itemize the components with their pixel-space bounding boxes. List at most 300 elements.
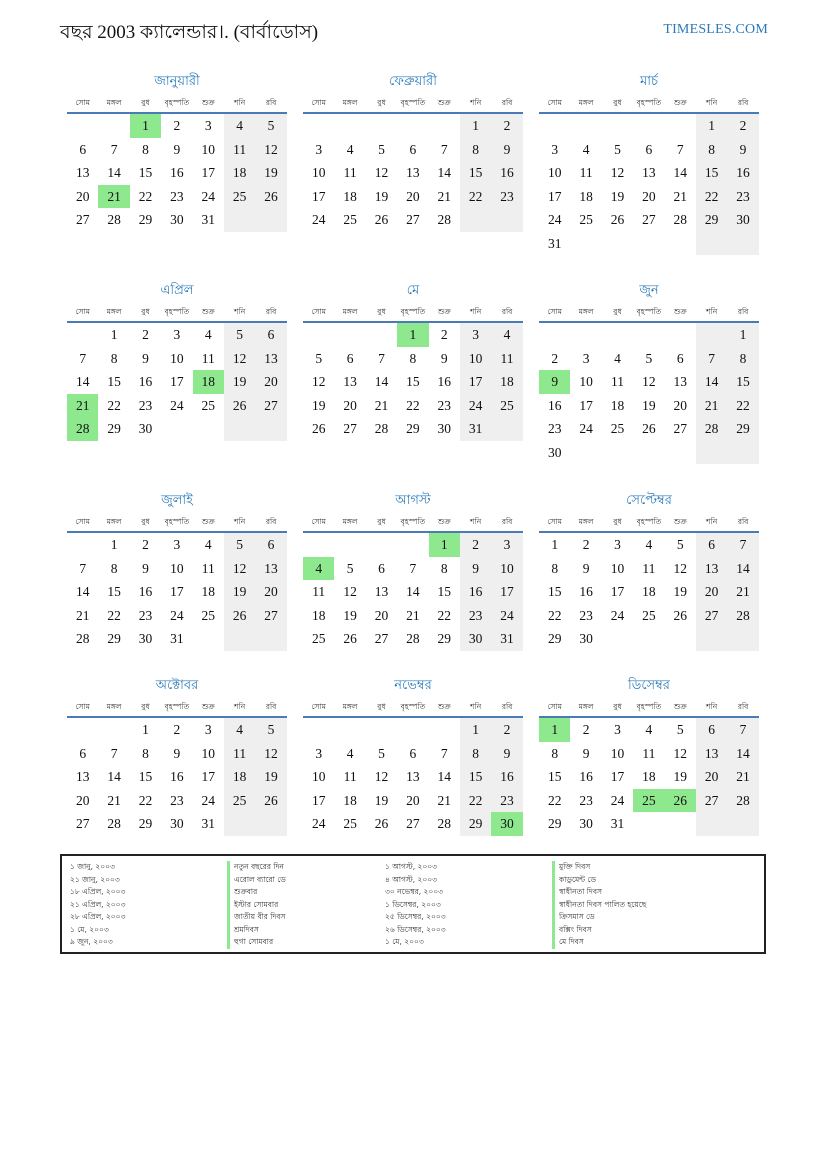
day-cell[interactable]: 19 xyxy=(224,580,255,604)
day-cell[interactable]: 5 xyxy=(645,350,653,366)
day-cell[interactable]: 19 xyxy=(673,584,687,599)
day-cell[interactable]: 19 xyxy=(311,397,326,413)
day-cell[interactable]: 13 xyxy=(406,165,420,180)
day-cell[interactable]: 8 xyxy=(142,141,149,157)
day-cell[interactable]: 28 xyxy=(374,421,389,436)
day-cell[interactable]: 15 xyxy=(547,584,562,599)
day-cell[interactable]: 31 xyxy=(201,212,215,227)
day-cell[interactable]: 28 xyxy=(107,212,121,227)
day-cell[interactable]: 14 xyxy=(374,374,389,389)
day-cell[interactable]: 17 xyxy=(201,769,215,784)
day-cell[interactable]: 4 xyxy=(491,323,522,347)
day-cell[interactable]: 29 xyxy=(138,816,153,831)
day-cell[interactable]: 13 xyxy=(255,557,286,581)
day-cell[interactable]: 5 xyxy=(255,114,286,138)
day-cell[interactable]: 4 xyxy=(614,350,621,366)
day-cell[interactable]: 26 xyxy=(642,421,656,436)
day-cell[interactable]: 17 xyxy=(610,584,625,599)
day-cell[interactable]: 30 xyxy=(491,812,522,836)
day-cell[interactable]: 26 xyxy=(665,789,696,813)
day-cell[interactable]: 10 xyxy=(311,165,326,180)
day-cell[interactable]: 5 xyxy=(378,141,385,157)
day-cell[interactable]: 3 xyxy=(204,722,212,737)
day-cell[interactable]: 7 xyxy=(110,141,118,157)
day-cell[interactable]: 16 xyxy=(138,374,153,389)
day-cell[interactable]: 27 xyxy=(374,631,389,646)
day-cell[interactable]: 13 xyxy=(406,769,420,784)
day-cell[interactable]: 3 xyxy=(315,745,323,761)
day-cell[interactable]: 7 xyxy=(440,141,448,157)
day-cell[interactable]: 30 xyxy=(727,208,758,232)
day-cell[interactable]: 4 xyxy=(204,537,212,552)
day-cell[interactable]: 6 xyxy=(79,745,87,761)
day-cell[interactable]: 28 xyxy=(67,417,98,441)
day-cell[interactable]: 7 xyxy=(727,718,758,742)
day-cell[interactable]: 9 xyxy=(491,138,522,162)
day-cell[interactable]: 24 xyxy=(460,394,491,418)
day-cell[interactable]: 10 xyxy=(170,560,184,576)
day-cell[interactable]: 9 xyxy=(173,745,181,761)
day-cell[interactable]: 18 xyxy=(343,792,357,808)
day-cell[interactable]: 24 xyxy=(610,607,625,623)
day-cell[interactable]: 3 xyxy=(204,118,212,133)
day-cell[interactable]: 3 xyxy=(614,722,621,737)
day-cell[interactable]: 14 xyxy=(75,374,90,389)
day-cell[interactable]: 5 xyxy=(224,533,255,557)
day-cell[interactable]: 30 xyxy=(579,816,593,831)
day-cell[interactable]: 16 xyxy=(460,580,491,604)
day-cell[interactable]: 7 xyxy=(440,745,448,761)
day-cell[interactable]: 22 xyxy=(460,185,491,209)
day-cell[interactable]: 14 xyxy=(406,584,420,599)
day-cell[interactable]: 20 xyxy=(75,792,90,808)
day-cell[interactable]: 22 xyxy=(547,792,562,808)
day-cell[interactable]: 29 xyxy=(406,421,420,436)
day-cell[interactable]: 12 xyxy=(673,560,687,576)
day-cell[interactable]: 17 xyxy=(547,188,562,204)
day-cell[interactable]: 13 xyxy=(673,374,687,389)
day-cell[interactable]: 28 xyxy=(107,816,121,831)
day-cell[interactable]: 14 xyxy=(437,769,451,784)
day-cell[interactable]: 5 xyxy=(676,722,684,737)
day-cell[interactable]: 3 xyxy=(460,323,491,347)
day-cell[interactable]: 23 xyxy=(138,397,153,413)
day-cell[interactable]: 27 xyxy=(255,604,286,628)
day-cell[interactable]: 25 xyxy=(642,607,656,623)
day-cell[interactable]: 6 xyxy=(255,533,286,557)
day-cell[interactable]: 4 xyxy=(204,327,212,342)
day-cell[interactable]: 6 xyxy=(378,560,385,576)
day-cell[interactable]: 15 xyxy=(696,161,727,185)
day-cell[interactable]: 14 xyxy=(696,370,727,394)
day-cell[interactable]: 23 xyxy=(547,421,562,436)
day-cell[interactable]: 10 xyxy=(460,347,491,371)
day-cell[interactable]: 30 xyxy=(437,421,451,436)
day-cell[interactable]: 7 xyxy=(79,350,87,366)
day-cell[interactable]: 14 xyxy=(107,769,121,784)
day-cell[interactable]: 15 xyxy=(547,769,562,784)
day-cell[interactable]: 27 xyxy=(406,816,420,831)
day-cell[interactable]: 24 xyxy=(201,188,215,204)
day-cell[interactable]: 15 xyxy=(406,374,420,389)
day-cell[interactable]: 16 xyxy=(138,584,153,599)
day-cell[interactable]: 21 xyxy=(437,792,451,808)
day-cell[interactable]: 13 xyxy=(696,557,727,581)
day-cell[interactable]: 1 xyxy=(429,533,460,557)
day-cell[interactable]: 13 xyxy=(696,742,727,766)
day-cell[interactable]: 22 xyxy=(727,394,758,418)
day-cell[interactable]: 12 xyxy=(224,557,255,581)
day-cell[interactable]: 2 xyxy=(173,722,181,737)
day-cell[interactable]: 13 xyxy=(75,769,90,784)
day-cell[interactable]: 25 xyxy=(633,789,664,813)
day-cell[interactable]: 21 xyxy=(67,394,98,418)
day-cell[interactable]: 6 xyxy=(255,323,286,347)
day-cell[interactable]: 5 xyxy=(614,141,621,157)
day-cell[interactable]: 2 xyxy=(491,114,522,138)
day-cell[interactable]: 29 xyxy=(437,631,451,646)
day-cell[interactable]: 3 xyxy=(614,537,621,552)
day-cell[interactable]: 9 xyxy=(491,742,522,766)
day-cell[interactable]: 10 xyxy=(491,557,522,581)
day-cell[interactable]: 30 xyxy=(138,631,153,646)
day-cell[interactable]: 6 xyxy=(676,350,684,366)
day-cell[interactable]: 26 xyxy=(343,631,357,646)
day-cell[interactable]: 17 xyxy=(610,769,625,784)
day-cell[interactable]: 6 xyxy=(79,141,87,157)
day-cell[interactable]: 30 xyxy=(579,631,593,646)
day-cell[interactable]: 23 xyxy=(579,607,593,623)
day-cell[interactable]: 14 xyxy=(437,165,451,180)
day-cell[interactable]: 9 xyxy=(142,560,149,576)
day-cell[interactable]: 20 xyxy=(673,397,687,413)
day-cell[interactable]: 22 xyxy=(547,607,562,623)
day-cell[interactable]: 10 xyxy=(610,745,625,761)
day-cell[interactable]: 18 xyxy=(579,188,593,204)
day-cell[interactable]: 24 xyxy=(170,607,184,623)
day-cell[interactable]: 24 xyxy=(579,421,593,436)
day-cell[interactable]: 20 xyxy=(696,580,727,604)
day-cell[interactable]: 24 xyxy=(311,816,326,831)
day-cell[interactable]: 9 xyxy=(582,745,590,761)
day-cell[interactable]: 19 xyxy=(673,769,687,784)
day-cell[interactable]: 23 xyxy=(170,188,184,204)
day-cell[interactable]: 16 xyxy=(727,161,758,185)
day-cell[interactable]: 16 xyxy=(547,397,562,413)
day-cell[interactable]: 7 xyxy=(110,745,118,761)
day-cell[interactable]: 8 xyxy=(460,742,491,766)
day-cell[interactable]: 8 xyxy=(440,560,448,576)
day-cell[interactable]: 31 xyxy=(547,235,562,251)
day-cell[interactable]: 5 xyxy=(315,350,323,366)
day-cell[interactable]: 28 xyxy=(406,631,420,646)
day-cell[interactable]: 1 xyxy=(539,718,570,742)
day-cell[interactable]: 9 xyxy=(460,557,491,581)
day-cell[interactable]: 16 xyxy=(579,769,593,784)
day-cell[interactable]: 29 xyxy=(138,212,153,227)
day-cell[interactable]: 29 xyxy=(696,208,727,232)
day-cell[interactable]: 8 xyxy=(551,560,559,576)
day-cell[interactable]: 28 xyxy=(437,816,451,831)
day-cell[interactable]: 19 xyxy=(642,397,656,413)
day-cell[interactable]: 17 xyxy=(460,370,491,394)
day-cell[interactable]: 8 xyxy=(142,745,149,761)
day-cell[interactable]: 11 xyxy=(201,560,215,576)
day-cell[interactable]: 15 xyxy=(460,765,491,789)
brand-link[interactable]: TIMESLES.COM xyxy=(663,22,768,37)
day-cell[interactable]: 4 xyxy=(224,114,255,138)
day-cell[interactable]: 27 xyxy=(673,421,687,436)
day-cell[interactable]: 9 xyxy=(173,141,181,157)
day-cell[interactable]: 1 xyxy=(110,537,118,552)
day-cell[interactable]: 27 xyxy=(696,604,727,628)
day-cell[interactable]: 23 xyxy=(491,185,522,209)
day-cell[interactable]: 15 xyxy=(107,584,121,599)
day-cell[interactable]: 4 xyxy=(346,745,354,761)
day-cell[interactable]: 11 xyxy=(610,374,624,389)
day-cell[interactable]: 26 xyxy=(374,816,389,831)
day-cell[interactable]: 12 xyxy=(255,138,286,162)
day-cell[interactable]: 2 xyxy=(142,327,149,342)
day-cell[interactable]: 22 xyxy=(107,607,121,623)
day-cell[interactable]: 25 xyxy=(201,397,215,413)
day-cell[interactable]: 18 xyxy=(642,584,656,599)
day-cell[interactable]: 22 xyxy=(138,792,153,808)
day-cell[interactable]: 21 xyxy=(696,394,727,418)
day-cell[interactable]: 23 xyxy=(727,185,758,209)
day-cell[interactable]: 8 xyxy=(460,138,491,162)
day-cell[interactable]: 14 xyxy=(727,742,758,766)
day-cell[interactable]: 21 xyxy=(727,580,758,604)
day-cell[interactable]: 6 xyxy=(409,745,417,761)
day-cell[interactable]: 21 xyxy=(727,765,758,789)
day-cell[interactable]: 18 xyxy=(642,769,656,784)
day-cell[interactable]: 20 xyxy=(696,765,727,789)
day-cell[interactable]: 6 xyxy=(696,718,727,742)
day-cell[interactable]: 12 xyxy=(224,347,255,371)
day-cell[interactable]: 25 xyxy=(224,789,255,813)
day-cell[interactable]: 14 xyxy=(107,165,121,180)
day-cell[interactable]: 28 xyxy=(75,631,90,646)
day-cell[interactable]: 18 xyxy=(311,607,326,623)
day-cell[interactable]: 4 xyxy=(224,718,255,742)
day-cell[interactable]: 10 xyxy=(201,745,215,761)
day-cell[interactable]: 9 xyxy=(727,138,758,162)
day-cell[interactable]: 31 xyxy=(170,631,184,646)
day-cell[interactable]: 7 xyxy=(79,560,87,576)
day-cell[interactable]: 15 xyxy=(727,370,758,394)
day-cell[interactable]: 11 xyxy=(579,165,593,180)
day-cell[interactable]: 4 xyxy=(645,537,653,552)
day-cell[interactable]: 22 xyxy=(696,185,727,209)
day-cell[interactable]: 2 xyxy=(440,327,448,342)
day-cell[interactable]: 26 xyxy=(224,604,255,628)
day-cell[interactable]: 16 xyxy=(579,584,593,599)
day-cell[interactable]: 4 xyxy=(303,557,334,581)
day-cell[interactable]: 16 xyxy=(170,165,184,180)
day-cell[interactable]: 14 xyxy=(75,584,90,599)
day-cell[interactable]: 12 xyxy=(610,165,625,180)
day-cell[interactable]: 16 xyxy=(170,769,184,784)
day-cell[interactable]: 9 xyxy=(539,370,570,394)
day-cell[interactable]: 25 xyxy=(343,816,357,831)
day-cell[interactable]: 3 xyxy=(173,537,181,552)
day-cell[interactable]: 10 xyxy=(170,350,184,366)
day-cell[interactable]: 30 xyxy=(460,627,491,651)
day-cell[interactable]: 21 xyxy=(437,188,451,204)
day-cell[interactable]: 8 xyxy=(110,350,118,366)
day-cell[interactable]: 17 xyxy=(311,792,326,808)
day-cell[interactable]: 11 xyxy=(224,138,255,162)
day-cell[interactable]: 21 xyxy=(673,188,687,204)
day-cell[interactable]: 1 xyxy=(142,722,149,737)
day-cell[interactable]: 15 xyxy=(138,769,153,784)
day-cell[interactable]: 25 xyxy=(343,212,357,227)
day-cell[interactable]: 23 xyxy=(491,789,522,813)
day-cell[interactable]: 12 xyxy=(311,374,326,389)
day-cell[interactable]: 28 xyxy=(437,212,451,227)
day-cell[interactable]: 13 xyxy=(642,165,656,180)
day-cell[interactable]: 26 xyxy=(311,421,326,436)
day-cell[interactable]: 25 xyxy=(201,607,215,623)
day-cell[interactable]: 23 xyxy=(138,607,153,623)
day-cell[interactable]: 21 xyxy=(406,607,420,623)
day-cell[interactable]: 16 xyxy=(491,161,522,185)
day-cell[interactable]: 10 xyxy=(547,165,562,180)
day-cell[interactable]: 20 xyxy=(374,607,389,623)
day-cell[interactable]: 3 xyxy=(582,350,590,366)
day-cell[interactable]: 14 xyxy=(673,165,687,180)
day-cell[interactable]: 20 xyxy=(343,397,357,413)
day-cell[interactable]: 11 xyxy=(491,347,522,371)
day-cell[interactable]: 30 xyxy=(138,421,153,436)
day-cell[interactable]: 12 xyxy=(255,742,286,766)
day-cell[interactable]: 15 xyxy=(437,584,451,599)
day-cell[interactable]: 13 xyxy=(374,584,389,599)
day-cell[interactable]: 4 xyxy=(346,141,354,157)
day-cell[interactable]: 27 xyxy=(343,421,357,436)
day-cell[interactable]: 24 xyxy=(610,792,625,808)
day-cell[interactable]: 23 xyxy=(579,792,593,808)
day-cell[interactable]: 1 xyxy=(551,537,559,552)
day-cell[interactable]: 13 xyxy=(255,347,286,371)
day-cell[interactable]: 1 xyxy=(727,323,758,347)
day-cell[interactable]: 15 xyxy=(460,161,491,185)
day-cell[interactable]: 12 xyxy=(673,745,687,761)
day-cell[interactable]: 13 xyxy=(75,165,90,180)
day-cell[interactable]: 20 xyxy=(406,188,420,204)
day-cell[interactable]: 1 xyxy=(696,114,727,138)
day-cell[interactable]: 25 xyxy=(579,212,593,227)
day-cell[interactable]: 13 xyxy=(343,374,357,389)
day-cell[interactable]: 27 xyxy=(406,212,420,227)
day-cell[interactable]: 11 xyxy=(201,350,215,366)
day-cell[interactable]: 7 xyxy=(378,350,385,366)
day-cell[interactable]: 24 xyxy=(547,212,562,227)
day-cell[interactable]: 22 xyxy=(138,188,153,204)
day-cell[interactable]: 28 xyxy=(727,789,758,813)
day-cell[interactable]: 15 xyxy=(138,165,153,180)
day-cell[interactable]: 2 xyxy=(727,114,758,138)
day-cell[interactable]: 8 xyxy=(727,347,758,371)
day-cell[interactable]: 25 xyxy=(610,421,625,436)
day-cell[interactable]: 27 xyxy=(75,212,90,227)
day-cell[interactable]: 4 xyxy=(645,722,653,737)
day-cell[interactable]: 5 xyxy=(224,323,255,347)
day-cell[interactable]: 21 xyxy=(107,792,121,808)
day-cell[interactable]: 18 xyxy=(491,370,522,394)
day-cell[interactable]: 18 xyxy=(193,370,224,394)
day-cell[interactable]: 2 xyxy=(460,533,491,557)
day-cell[interactable]: 21 xyxy=(98,185,129,209)
day-cell[interactable]: 31 xyxy=(610,816,625,831)
day-cell[interactable]: 18 xyxy=(343,188,357,204)
day-cell[interactable]: 17 xyxy=(201,165,215,180)
day-cell[interactable]: 18 xyxy=(224,765,255,789)
day-cell[interactable]: 16 xyxy=(491,765,522,789)
day-cell[interactable]: 11 xyxy=(642,745,656,761)
day-cell[interactable]: 2 xyxy=(491,718,522,742)
day-cell[interactable]: 18 xyxy=(610,397,625,413)
day-cell[interactable]: 24 xyxy=(170,397,184,413)
day-cell[interactable]: 19 xyxy=(374,792,389,808)
day-cell[interactable]: 29 xyxy=(727,417,758,441)
day-cell[interactable]: 11 xyxy=(312,584,326,599)
day-cell[interactable]: 27 xyxy=(696,789,727,813)
day-cell[interactable]: 1 xyxy=(130,114,161,138)
day-cell[interactable]: 25 xyxy=(224,185,255,209)
day-cell[interactable]: 11 xyxy=(343,769,357,784)
day-cell[interactable]: 12 xyxy=(343,584,357,599)
day-cell[interactable]: 30 xyxy=(170,816,184,831)
day-cell[interactable]: 2 xyxy=(173,118,181,133)
day-cell[interactable]: 11 xyxy=(224,742,255,766)
day-cell[interactable]: 8 xyxy=(551,745,559,761)
day-cell[interactable]: 28 xyxy=(727,604,758,628)
day-cell[interactable]: 27 xyxy=(642,212,656,227)
day-cell[interactable]: 5 xyxy=(255,718,286,742)
day-cell[interactable]: 19 xyxy=(255,161,286,185)
day-cell[interactable]: 10 xyxy=(610,560,625,576)
day-cell[interactable]: 29 xyxy=(547,631,562,646)
day-cell[interactable]: 22 xyxy=(460,789,491,813)
day-cell[interactable]: 3 xyxy=(551,141,559,157)
day-cell[interactable]: 3 xyxy=(315,141,323,157)
day-cell[interactable]: 19 xyxy=(374,188,389,204)
day-cell[interactable]: 28 xyxy=(696,417,727,441)
day-cell[interactable]: 6 xyxy=(645,141,653,157)
day-cell[interactable]: 30 xyxy=(547,444,562,460)
day-cell[interactable]: 7 xyxy=(696,347,727,371)
day-cell[interactable]: 22 xyxy=(107,397,121,413)
day-cell[interactable]: 7 xyxy=(409,560,417,576)
day-cell[interactable]: 1 xyxy=(460,114,491,138)
day-cell[interactable]: 25 xyxy=(491,394,522,418)
day-cell[interactable]: 17 xyxy=(170,584,184,599)
day-cell[interactable]: 1 xyxy=(460,718,491,742)
day-cell[interactable]: 22 xyxy=(437,607,451,623)
day-cell[interactable]: 20 xyxy=(75,188,90,204)
day-cell[interactable]: 4 xyxy=(582,141,590,157)
day-cell[interactable]: 19 xyxy=(224,370,255,394)
day-cell[interactable]: 12 xyxy=(642,374,656,389)
day-cell[interactable]: 31 xyxy=(201,816,215,831)
day-cell[interactable]: 18 xyxy=(224,161,255,185)
day-cell[interactable]: 9 xyxy=(142,350,149,366)
day-cell[interactable]: 26 xyxy=(374,212,389,227)
day-cell[interactable]: 17 xyxy=(491,580,522,604)
day-cell[interactable]: 27 xyxy=(255,394,286,418)
